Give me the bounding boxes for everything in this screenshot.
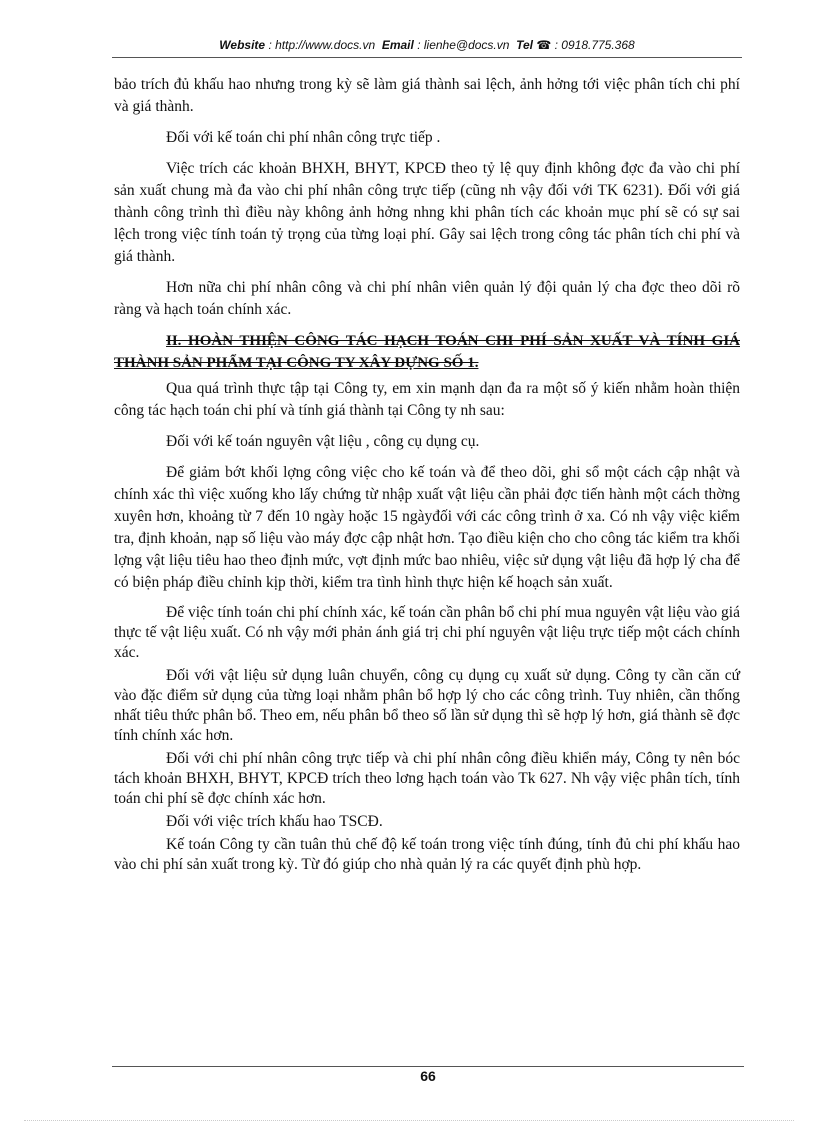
email-value: : lienhe@docs.vn <box>417 38 510 52</box>
paragraph: Đối với chi phí nhân công trực tiếp và chi phí nhân công điều khiển máy, Công ty nên bóc tách khoản BHXH, BHYT, KPCĐ trích theo lơng hạch toán vào Tk 627. Nh vậy việc phân tích, tính toán chi phí sẽ đợc chính xác hơn. <box>114 750 740 807</box>
paragraph: Đối với việc trích khấu hao TSCĐ. <box>166 813 383 830</box>
paragraph: Để giảm bớt khối lợng công việc cho kế toán và để theo dõi, ghi sổ một cách cập nhật và chính xác thì việc xuống kho lấy chứng từ nhập xuất vật liệu cần phải đợc tiến hành một cách thờng xuyên hơn, khoảng từ 7 đến 10 ngày hoặc 15 ngàyđối với các công trình ở xa. Có nh vậy việc kiểm tra, định khoản, nạp số liệu vào máy đợc cập nhật hơn. Tạo điều kiện cho cho công tác kiểm tra khối lợng vật liệu tiêu hao theo định mức, vợt định mức bao nhiêu, việc sử dụng vật liệu đã hợp lý cha để có biện pháp điều chỉnh kịp thời, kiểm tra tình hình thực hiện kế hoạch sản xuất. <box>114 464 740 591</box>
section-heading: II. HOÀN THIỆN CÔNG TÁC HẠCH TOÁN CHI PHÍ SẢN XUẤT VÀ TÍNH GIÁ THÀNH SẢN PHẨM TẠI CÔNG TY XÂY DỰNG SỐ 1. <box>114 333 740 371</box>
paragraph-group <box>114 603 740 875</box>
paragraph: Việc trích các khoản BHXH, BHYT, KPCĐ theo tỷ lệ quy định không đợc đa vào chi phí sản xuất chung mà đa vào chi phí nhân công trực tiếp (cũng nh vậy đối với TK 6231). Đối với giá thành công trình thì điều này không ảnh hởng nhng khi phân tích các khoản mục phí sẽ có sự sai lệch trong việc tính toán tỷ trọng của từng loại phí. Gây sai lệch trong công tác phân tích chi phí và giá thành. <box>114 160 740 265</box>
website-label: Website <box>219 38 266 52</box>
page-edge <box>24 1120 794 1121</box>
email-label: Email <box>381 38 414 52</box>
document-body <box>114 74 740 878</box>
paragraph: Hơn nữa chi phí nhân công và chi phí nhân viên quản lý đội quản lý cha đợc theo dõi rõ ràng và hạch toán chính xác. <box>114 279 740 318</box>
paragraph: bảo trích đủ khấu hao nhưng trong kỳ sẽ làm giá thành sai lệch, ảnh hởng tới việc phân tích chi phí và giá thành. <box>114 76 740 115</box>
page-number: 66 <box>420 1068 436 1084</box>
page-header <box>112 38 742 52</box>
paragraph: Kế toán Công ty cần tuân thủ chế độ kế toán trong việc tính đúng, tính đủ chi phí khấu hao vào chi phí sản xuất trong kỳ. Từ đó giúp cho nhà quản lý ra các quyết định phù hợp. <box>114 836 740 873</box>
paragraph: Qua quá trình thực tập tại Công ty, em xin mạnh dạn đa ra một số ý kiến nhằm hoàn thiện công tác hạch toán chi phí và tính giá thành tại Công ty nh sau: <box>114 380 740 419</box>
tel-value: : 0918.775.368 <box>554 38 635 52</box>
paragraph: Để việc tính toán chi phí chính xác, kế toán cần phân bổ chi phí mua nguyên vật liệu vào giá thực tế vật liệu xuất. Có nh vậy mới phản ánh giá trị chi phí nguyên vật liệu trực tiếp một cách chính xác. <box>114 604 740 661</box>
tel-label: Tel ☎ <box>516 38 552 52</box>
footer-divider <box>112 1066 744 1067</box>
header-divider <box>112 57 742 58</box>
paragraph: Đối với vật liệu sử dụng luân chuyển, công cụ dụng cụ xuất sử dụng. Công ty cần căn cứ vào đặc điểm sử dụng của từng loại nhằm phân bổ hợp lý cho các công trình. Tuy nhiên, cần thống nhất tiêu thức phân bổ. Theo em, nếu phân bổ theo số lần sử dụng thì sẽ hợp lý hơn, giá thành sẽ đợc tính chính xác hơn. <box>114 667 740 744</box>
paragraph: Đối với kế toán nguyên vật liệu , công cụ dụng cụ. <box>166 433 480 450</box>
paragraph: Đối với kế toán chi phí nhân công trực tiếp . <box>166 129 441 146</box>
website-value: : http://www.docs.vn <box>268 38 376 52</box>
